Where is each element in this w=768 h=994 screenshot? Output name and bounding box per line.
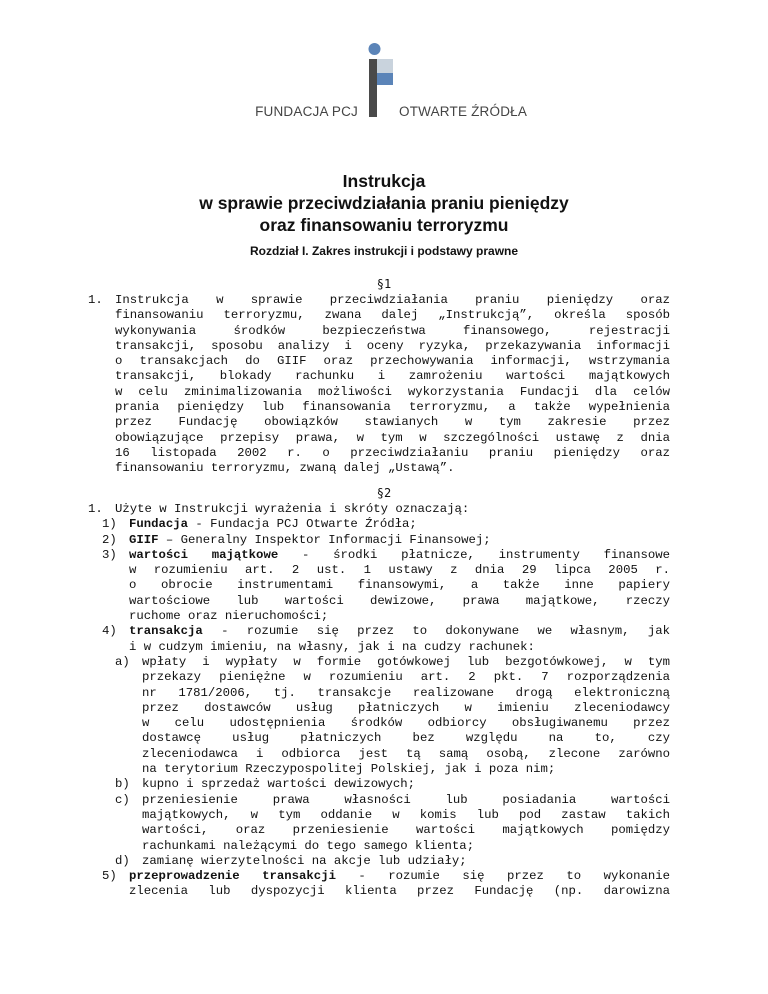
logo-mark-icon [365,42,395,117]
text-line: prania pieniędzy lub finansowania terroryzmu, a także wypełnienia [115,400,670,415]
definition-desc: - rozumie się przez to dokonywane we własnym, jak [202,624,670,639]
definition-desc: – Generalny Inspektor Informacji Finansowej; [158,532,491,547]
section-1-body [88,293,670,477]
title-line-2: w sprawie przeciwdziałania praniu pieniędzy [199,193,569,213]
definition-text [129,869,670,900]
sub-item [115,655,670,777]
title-line-3: oraz finansowaniu terroryzmu [259,215,509,235]
sub-item-text: kupno i sprzedaż wartości dewizowych; [142,777,416,792]
text-line [129,548,670,563]
sub-item [115,793,670,854]
definition-desc: - Fundacja PCJ Otwarte Źródła; [188,517,417,532]
text-line: majątkowych, w tym oddanie w komis lub pod zastaw takich [142,807,670,822]
sub-item-letter: c) [115,792,130,807]
text-line: w rozumieniu art. 2 ust. 1 ustawy z dnia 29 lipca 2005 r. [129,563,670,578]
definition-term: Fundacja [129,517,189,532]
text-line: o obrocie instrumentami finansowymi, a także inne papiery [129,578,670,593]
section-sign-2: §2 [376,486,392,500]
definition-number: 4) [102,624,117,639]
definition-text [129,548,670,624]
sub-item-letter: a) [115,654,130,669]
definition-term: wartości majątkowe [129,547,279,562]
definition-item [102,533,670,548]
text-line: wykonywania środków bezpieczeństwa finansowego, rejestracji [115,323,670,338]
text-line: przez dostawców usług płatniczych w imieniu zleceniodawcy [142,700,670,715]
text-line: wpłaty i wypłaty w formie gotówkowej lub bezgotówkowej, w tym [142,654,670,669]
text-line: rachunkami należącymi do tego samego klienta; [142,838,475,853]
title-line-1: Instrukcja [342,171,426,191]
definition-number: 5) [102,869,117,884]
text-line: finansowaniu terroryzmu, zwaną dalej „Ustawą”. [115,461,455,476]
sub-item-text [142,655,670,777]
section-2-body [88,502,670,900]
sub-item-letter: d) [115,853,130,868]
definition-number: 2) [102,532,117,547]
definition-item [102,517,670,532]
text-line: przekazy pieniężne w rozumieniu art. 2 pkt. 7 rozporządzenia [142,670,670,685]
text-line: zleceniodawca i odbiorca jest tą samą osobą, zlecone zarówno [142,746,670,761]
document-title [0,170,768,236]
definition-text [129,624,670,655]
text-line: w celu zminimalizowania możliwości wykorzystania Fundacji dla celów [115,384,670,399]
logo-text-left: FUNDACJA PCJ [255,104,358,119]
text-line: zlecenia lub dyspozycji klienta przez Fundację (np. darowizna [129,884,670,899]
section-1-item [88,293,670,477]
definition-item [102,548,670,624]
text-line: transakcji, blokady rachunku i zamrożeniu wartości majątkowych [115,369,670,384]
text-line: dostawcę usług płatniczych bez względu na to, czy [142,731,670,746]
text-line: przez Fundację obowiązków stawianych w tym zakresie przez [115,415,670,430]
sub-item-text: zamianę wierzytelności na akcje lub udziały; [142,853,467,868]
text-line: nr 1781/2006, tj. transakcje realizowane drogą elektroniczną [142,685,670,700]
sub-item-letter: b) [115,777,130,792]
sub-item-text [142,793,670,854]
definition-number: 1) [102,517,117,532]
item-text [115,293,670,477]
text-line: przeniesienie prawa własności lub posiadania wartości [142,792,670,807]
section-2-intro [88,502,670,517]
text-line: i w cudzym imieniu, na własny, jak i na cudzy rachunek: [129,639,535,654]
text-line: wartościowe lub wartości dewizowe, prawa majątkowe, rzeczy [129,593,670,608]
definition-term: przeprowadzenie transakcji [129,869,336,884]
definition-text [129,517,670,532]
definition-term: GIIF [129,532,159,547]
definition-term: transakcja [129,624,203,639]
text-line [129,869,670,884]
definition-text [129,533,670,548]
chapter-heading: Rozdział I. Zakres instrukcji i podstawy prawne [249,244,519,258]
item-number: 1. [88,502,103,516]
definition-item [102,869,670,900]
text-line: Instrukcja w sprawie przeciwdziałania praniu pieniędzy oraz [115,293,670,307]
text-line: transakcji, sposobu analizy i oceny ryzyka, przekazywania informacji [115,338,670,353]
text-line: na terytorium Rzeczypospolitej Polskiej, jak i poza nim; [142,762,556,777]
text-line: finansowaniu terroryzmu, zwana dalej „Instrukcją”, określa sposób [115,308,670,323]
foundation-logo [0,42,768,122]
intro-text: Użyte w Instrukcji wyrażenia i skróty oznaczają: [115,502,470,516]
text-line: obowiązujące przepisy prawa, w tym w szczególności ustawę z dnia [115,430,670,445]
definition-desc: - rozumie się przez to wykonanie [335,869,670,884]
item-number: 1. [88,293,103,307]
section-sign-1: §1 [376,277,392,291]
text-line: w celu udostępnienia środków odbiorcy obsługiwanemu przez [142,716,670,731]
definition-number: 3) [102,547,117,562]
text-line: 16 listopada 2002 r. o przeciwdziałaniu praniu pieniędzy oraz [115,445,670,460]
definition-item [102,624,670,655]
logo-text-right: OTWARTE ŹRÓDŁA [399,104,528,119]
sub-item [115,854,670,869]
text-line: o transakcjach do GIIF oraz przechowywania informacji, wstrzymania [115,354,670,369]
text-line: ruchome oraz nieruchomości; [129,609,329,624]
sub-item [115,777,670,792]
text-line [129,624,670,639]
text-line: wartości, oraz przeniesienie wartości majątkowych pomiędzy [142,823,670,838]
definition-desc: - środki płatnicze, instrumenty finansowe [278,547,670,562]
